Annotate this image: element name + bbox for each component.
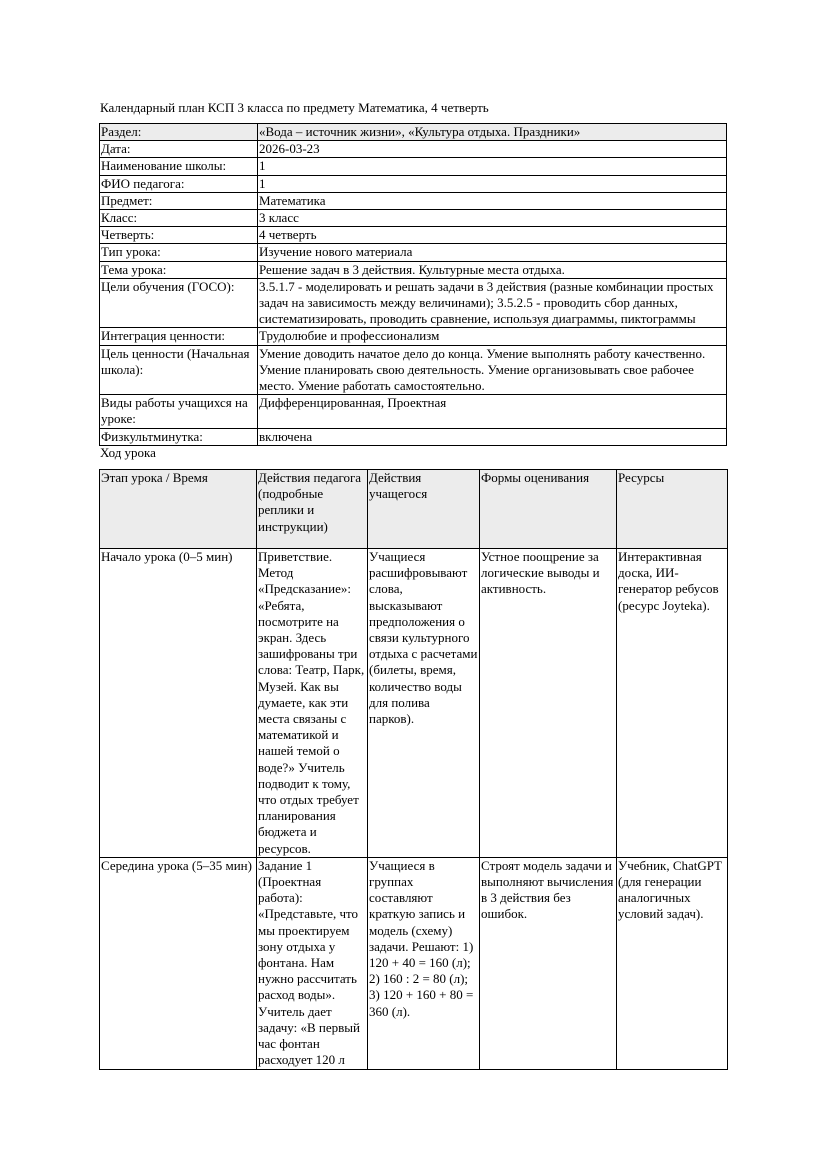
info-row (100, 395, 727, 428)
info-value: 4 четверть (258, 227, 727, 244)
info-label: Интеграция ценности: (100, 328, 258, 345)
info-row (100, 244, 727, 261)
info-row (100, 261, 727, 278)
info-label: Предмет: (100, 192, 258, 209)
lesson-row (100, 549, 728, 858)
info-value: 1 (258, 158, 727, 175)
info-value: 1 (258, 175, 727, 192)
info-row (100, 175, 727, 192)
info-label: Дата: (100, 141, 258, 158)
info-value: включена (258, 428, 727, 445)
info-value: Дифференцированная, Проектная (258, 395, 727, 428)
info-row (100, 345, 727, 395)
info-label: Цели обучения (ГОСО): (100, 278, 258, 328)
info-label: Физкультминутка: (100, 428, 258, 445)
info-value: «Вода – источник жизни», «Культура отдыха. Праздники» (258, 124, 727, 141)
info-label: Тема урока: (100, 261, 258, 278)
info-row (100, 158, 727, 175)
info-row (100, 227, 727, 244)
teacher-actions-cell: Задание 1 (Проектная работа): «Представьте, что мы проектируем зону отдыха у фонтана. Нам нужно рассчитать расход воды». Учитель дает задачу: «В первый час фонтан расходует 120 л (257, 857, 368, 1069)
info-label: Четверть: (100, 227, 258, 244)
resources-cell: Интерактивная доска, ИИ-генератор ребусов (ресурс Joyteka). (617, 549, 728, 858)
info-value: Умение доводить начатое дело до конца. Умение выполнять работу качественно. Умение планировать свою деятельность. Умение организовывать свое рабочее место. Умение работать самостоятельно. (258, 345, 727, 395)
info-row (100, 328, 727, 345)
info-row (100, 210, 727, 227)
info-label: Цель ценности (Начальная школа): (100, 345, 258, 395)
document-title: Календарный план КСП 3 класса по предмету Математика, 4 четверть (100, 100, 489, 115)
resources-cell: Учебник, ChatGPT (для генерации аналогичных условий задач). (617, 857, 728, 1069)
assessment-cell: Строят модель задачи и выполняют вычисления в 3 действия без ошибок. (480, 857, 617, 1069)
info-value: Решение задач в 3 действия. Культурные места отдыха. (258, 261, 727, 278)
info-row (100, 141, 727, 158)
info-label: Виды работы учащихся на уроке: (100, 395, 258, 428)
info-label: ФИО педагога: (100, 175, 258, 192)
column-header: Этап урока / Время (100, 470, 257, 549)
assessment-cell: Устное поощрение за логические выводы и активность. (480, 549, 617, 858)
info-value: Трудолюбие и профессионализм (258, 328, 727, 345)
column-header: Формы оценивания (480, 470, 617, 549)
lesson-info-table (99, 123, 727, 446)
info-value: 3 класс (258, 210, 727, 227)
column-header: Действия педагога (подробные реплики и инструкции) (257, 470, 368, 549)
info-value: Изучение нового материала (258, 244, 727, 261)
lesson-plan-table (99, 469, 728, 1070)
info-value: Математика (258, 192, 727, 209)
column-header: Действия учащегося (368, 470, 480, 549)
lesson-row (100, 857, 728, 1069)
info-row (100, 428, 727, 445)
info-value: 2026-03-23 (258, 141, 727, 158)
teacher-actions-cell: Приветствие. Метод «Предсказание»: «Ребята, посмотрите на экран. Здесь зашифрованы три слова: Театр, Парк, Музей. Как вы думаете, как эти места связаны с математикой и нашей темой о воде?» Учитель подводит к тому, что отдых требует планирования бюджета и ресурсов. (257, 549, 368, 858)
info-label: Раздел: (100, 124, 258, 141)
column-header: Ресурсы (617, 470, 728, 549)
info-row (100, 278, 727, 328)
info-label: Наименование школы: (100, 158, 258, 175)
lesson-header-row (100, 470, 728, 549)
lesson-stage-cell: Начало урока (0–5 мин) (100, 549, 257, 858)
student-actions-cell: Учащиеся в группах составляют краткую запись и модель (схему) задачи. Решают: 1) 120 + 40 = 160 (л); 2) 160 : 2 = 80 (л); 3) 120 + 160 + 80 = 360 (л). (368, 857, 480, 1069)
info-row (100, 124, 727, 141)
lesson-progress-heading: Ход урока (100, 445, 156, 460)
info-label: Тип урока: (100, 244, 258, 261)
info-label: Класс: (100, 210, 258, 227)
info-value: 3.5.1.7 - моделировать и решать задачи в 3 действия (разные комбинации простых задач на зависимость между величинами); 3.5.2.5 - проводить сбор данных, систематизировать, проводить сравнение, используя диаграммы, пиктограммы (258, 278, 727, 328)
lesson-stage-cell: Середина урока (5–35 мин) (100, 857, 257, 1069)
student-actions-cell: Учащиеся расшифровывают слова, высказывают предположения о связи культурного отдыха с расчетами (билеты, время, количество воды для полива парков). (368, 549, 480, 858)
info-row (100, 192, 727, 209)
